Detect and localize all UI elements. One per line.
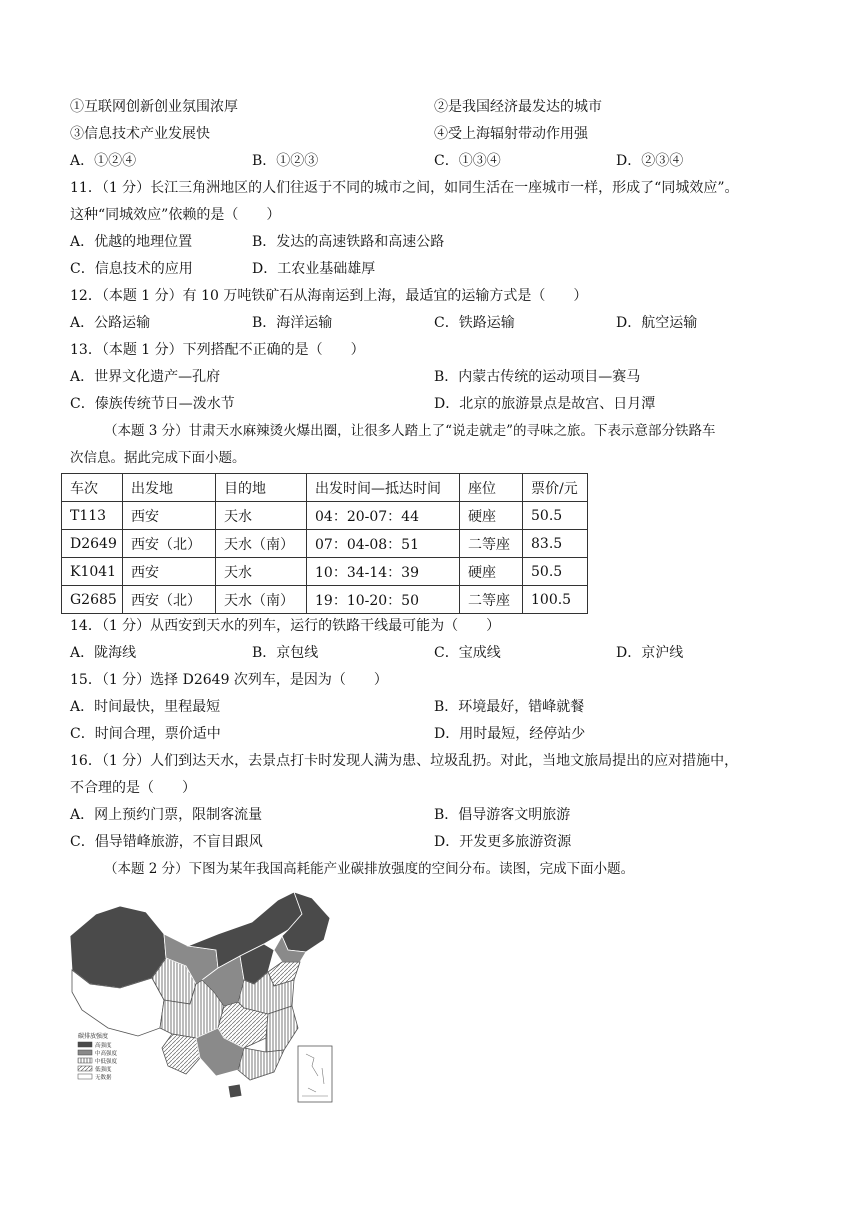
table-row xyxy=(62,586,588,614)
q10-item-4: ④受上海辐射带动作用强 xyxy=(434,126,588,142)
table-cell: 硬座 xyxy=(460,502,523,530)
q14-stem: 14．（1 分）从西安到天水的列车，运行的铁路干线最可能为（ ） xyxy=(70,618,501,634)
carbon-emission-map xyxy=(68,888,334,1104)
q13-option-d: D．北京的旅游景点是故宫、日月潭 xyxy=(434,396,656,412)
table-cell: T113 xyxy=(62,502,123,530)
table-cell: K1041 xyxy=(62,558,123,586)
table-header-cell: 车次 xyxy=(62,474,123,502)
table-cell: 19：10-20：50 xyxy=(307,586,460,614)
q10-option-b: B．①②③ xyxy=(252,153,319,169)
legend-label-no-data: 无数据 xyxy=(95,1075,112,1081)
table-cell: 07：04-08：51 xyxy=(307,530,460,558)
legend-swatch-mid-low xyxy=(78,1058,92,1063)
table-cell: 50.5 xyxy=(523,502,588,530)
table-row xyxy=(62,530,588,558)
legend-swatch-high xyxy=(78,1042,92,1047)
q12-option-c: C．铁路运输 xyxy=(434,315,515,331)
table-cell: 天水 xyxy=(216,502,307,530)
q12-option-d: D．航空运输 xyxy=(616,315,698,331)
table-cell: 100.5 xyxy=(523,586,588,614)
q16-option-b: B．倡导游客文明旅游 xyxy=(434,807,571,823)
q10-option-c: C．①③④ xyxy=(434,153,501,169)
table-cell: 二等座 xyxy=(460,586,523,614)
table-cell: G2685 xyxy=(62,586,123,614)
q15-option-c: C．时间合理，票价适中 xyxy=(70,726,221,742)
q10-item-2: ②是我国经济最发达的城市 xyxy=(434,99,602,115)
table-header-row xyxy=(62,474,588,502)
table-header-cell: 目的地 xyxy=(216,474,307,502)
q12-option-b: B．海洋运输 xyxy=(252,315,333,331)
q16-option-c: C．倡导错峰旅游，不盲目跟风 xyxy=(70,834,263,850)
q14-option-d: D．京沪线 xyxy=(616,645,684,661)
q13-option-b: B．内蒙古传统的运动项目—赛马 xyxy=(434,369,641,385)
legend-title: 碳排放强度 xyxy=(78,1033,109,1040)
q13-stem: 13．（本题 1 分）下列搭配不正确的是（ ） xyxy=(70,342,365,358)
table-cell: 西安 xyxy=(123,502,216,530)
q13-option-a: A．世界文化遗产—孔府 xyxy=(70,369,221,385)
q15-stem: 15．（1 分）选择 D2649 次列车，是因为（ ） xyxy=(70,672,388,688)
q10-option-d: D．②③④ xyxy=(616,153,684,169)
q11-option-b: B．发达的高速铁路和高速公路 xyxy=(252,234,445,250)
q10-item-1: ①互联网创新创业氛围浓厚 xyxy=(70,99,238,115)
table-cell: 西安（北） xyxy=(123,586,216,614)
q12-option-a: A．公路运输 xyxy=(70,315,151,331)
table-cell: 10：34-14：39 xyxy=(307,558,460,586)
table-cell: 西安（北） xyxy=(123,530,216,558)
table-row xyxy=(62,502,588,530)
region-hainan xyxy=(228,1084,242,1098)
q15-option-d: D．用时最短，经停站少 xyxy=(434,726,586,742)
q16-option-d: D．开发更多旅游资源 xyxy=(434,834,572,850)
south-china-sea-inset xyxy=(298,1046,332,1102)
table-cell: 50.5 xyxy=(523,558,588,586)
q11-option-d: D．工农业基础雄厚 xyxy=(252,261,376,277)
map-intro: （本题 2 分）下图为某年我国高耗能产业碳排放强度的空间分布。读图，完成下面小题。 xyxy=(104,861,635,877)
region-guangdong xyxy=(238,1048,284,1080)
table-cell: 硬座 xyxy=(460,558,523,586)
q16-stem-line2: 不合理的是（ ） xyxy=(70,780,196,796)
table-row xyxy=(62,558,588,586)
q11-option-c: C．信息技术的应用 xyxy=(70,261,193,277)
table-cell: 天水（南） xyxy=(216,586,307,614)
legend-label-mid-high: 中高强度 xyxy=(95,1051,118,1057)
legend-swatch-mid-high xyxy=(78,1050,92,1055)
legend-label-low: 低强度 xyxy=(95,1067,112,1073)
material-intro-line1: （本题 3 分）甘肃天水麻辣烫火爆出圈，让很多人踏上了“说走就走”的寻味之旅。下表示意部分铁路车 xyxy=(104,423,716,439)
q13-option-c: C．傣族传统节日—泼水节 xyxy=(70,396,235,412)
q14-option-a: A．陇海线 xyxy=(70,645,137,661)
table-cell: D2649 xyxy=(62,530,123,558)
legend-swatch-no-data xyxy=(78,1074,92,1079)
legend-label-mid-low: 中低强度 xyxy=(95,1059,118,1065)
table-cell: 04：20-07：44 xyxy=(307,502,460,530)
map-legend xyxy=(78,1032,118,1081)
table-header-cell: 出发地 xyxy=(123,474,216,502)
table-cell: 83.5 xyxy=(523,530,588,558)
region-southeast xyxy=(266,1006,298,1052)
table-header-cell: 座位 xyxy=(460,474,523,502)
table-header-cell: 票价/元 xyxy=(523,474,588,502)
q16-stem-line1: 16．（1 分）人们到达天水，去景点打卡时发现人满为患、垃圾乱扔。对此，当地文旅局提出的应对措施中， xyxy=(70,753,739,769)
region-xinjiang xyxy=(70,906,166,988)
table-header-cell: 出发时间—抵达时间 xyxy=(307,474,460,502)
q11-option-a: A．优越的地理位置 xyxy=(70,234,193,250)
q10-item-3: ③信息技术产业发展快 xyxy=(70,126,210,142)
q16-option-a: A．网上预约门票，限制客流量 xyxy=(70,807,263,823)
material-intro-line2: 次信息。据此完成下面小题。 xyxy=(70,450,246,466)
table-cell: 天水 xyxy=(216,558,307,586)
q14-option-b: B．京包线 xyxy=(252,645,319,661)
table-cell: 天水（南） xyxy=(216,530,307,558)
q12-stem: 12．（本题 1 分）有 10 万吨铁矿石从海南运到上海，最适宜的运输方式是（ ） xyxy=(70,288,588,304)
table-cell: 二等座 xyxy=(460,530,523,558)
legend-label-high: 高强度 xyxy=(95,1043,112,1049)
q15-option-a: A．时间最快，里程最短 xyxy=(70,699,221,715)
legend-swatch-low xyxy=(78,1066,92,1071)
table-cell: 西安 xyxy=(123,558,216,586)
train-schedule-table xyxy=(61,473,588,614)
q15-option-b: B．环境最好，错峰就餐 xyxy=(434,699,585,715)
q14-option-c: C．宝成线 xyxy=(434,645,501,661)
q10-option-a: A．①②④ xyxy=(70,153,137,169)
q11-stem-line1: 11．（1 分）长江三角洲地区的人们往返于不同的城市之间，如同生活在一座城市一样，形成了“同城效应”。 xyxy=(70,180,739,196)
q11-stem-line2: 这种“同城效应”依赖的是（ ） xyxy=(70,207,281,223)
region-yunnan xyxy=(162,1034,200,1074)
